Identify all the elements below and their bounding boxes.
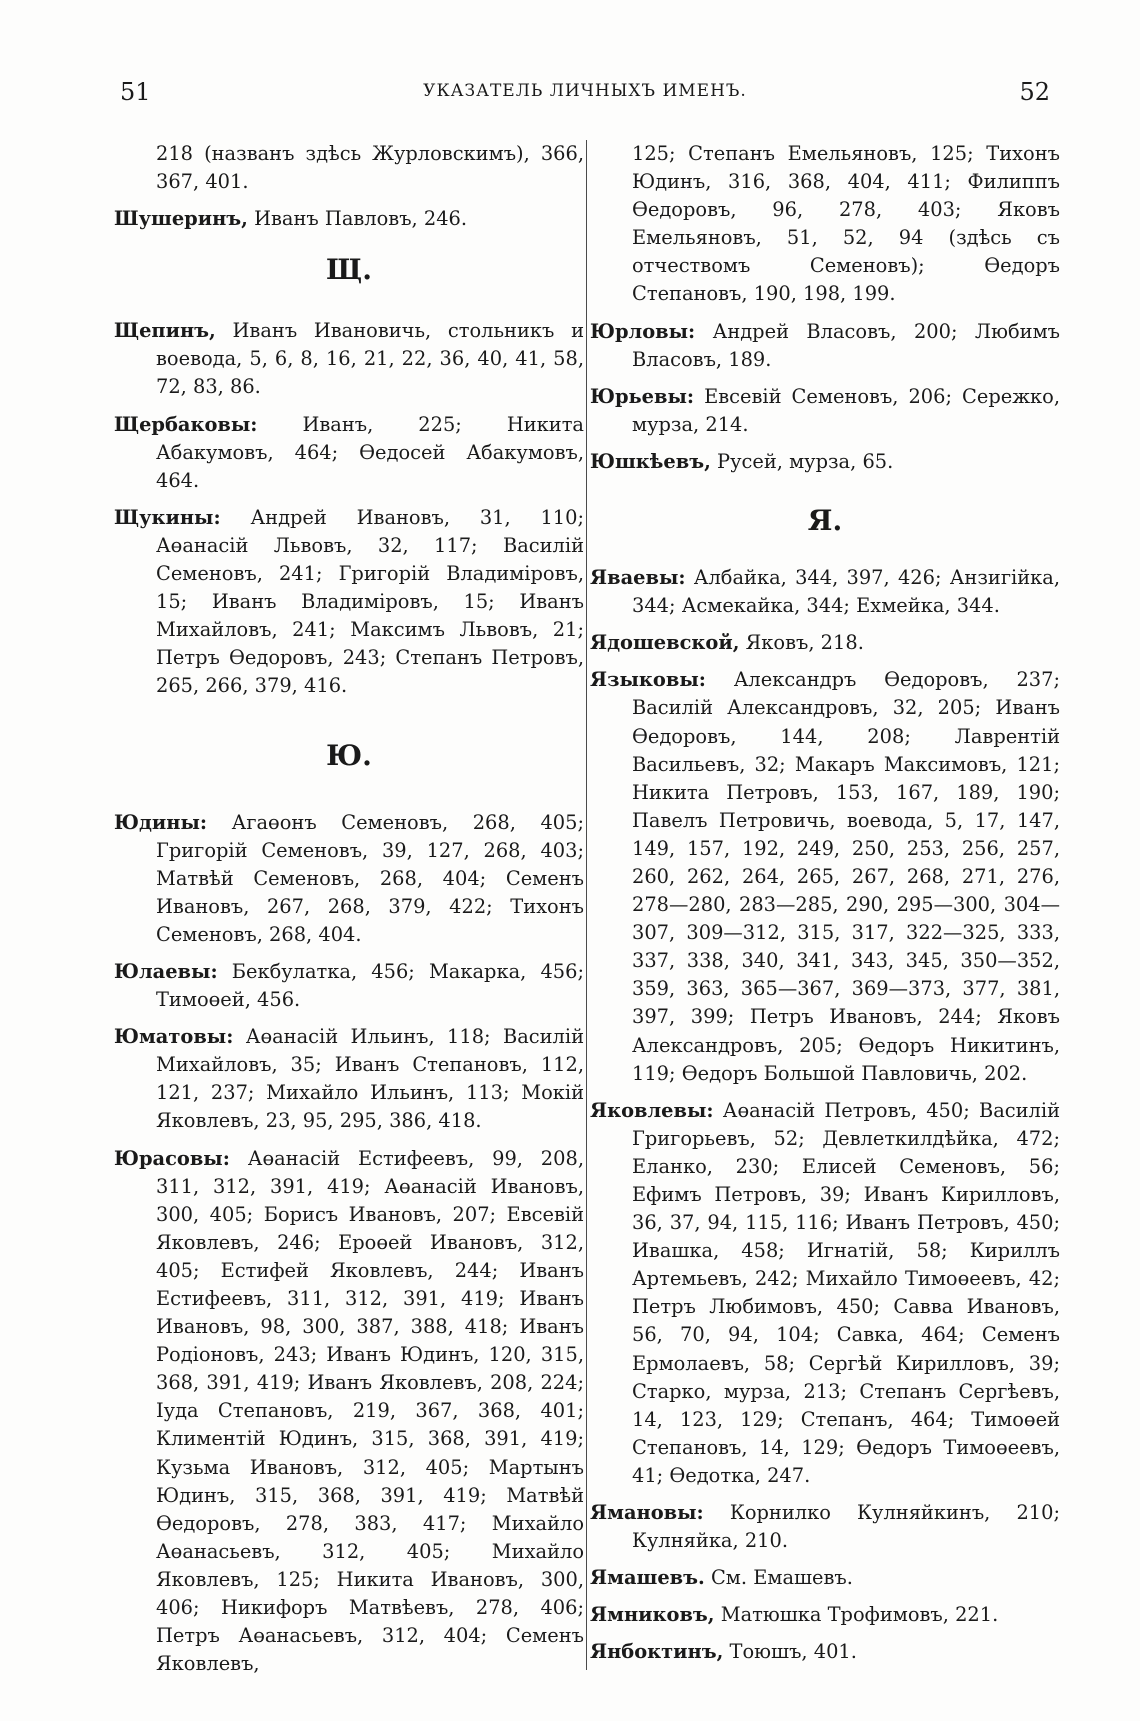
entry-body: Андрей Ивановъ, 31, 110; Аөанасій Львовъ, 32, 117; Василій Семеновъ, 241; Григорій Владиміровъ, 15; Иванъ Владиміровъ, 15; Иванъ Михайловъ, 241; Максимъ Львовъ, 21; Петръ Өедоровъ, 243; Степанъ Петровъ, 265, 266, 379, 416. <box>156 505 584 698</box>
index-entry-yurasovy <box>114 1145 584 1679</box>
entry-headword: Яваевы: <box>590 566 686 590</box>
entry-body: Андрей Власовъ, 200; Любимъ Власовъ, 189. <box>632 319 1060 371</box>
entry-body: Евсевій Семеновъ, 206; Сережко, мурза, 214. <box>632 384 1060 436</box>
index-entry-yadoshevskoy <box>590 629 1060 657</box>
entry-headword: Юматовы: <box>114 1025 234 1049</box>
index-entry-shchepin <box>114 317 584 401</box>
entry-body: Иванъ Ивановичь, стольникъ и воевода, 5, 6, 8, 16, 21, 22, 36, 40, 41, 58, 72, 83, 86. <box>156 319 584 399</box>
entry-headword: Янбоктинъ, <box>590 1640 724 1664</box>
letter-heading-ya: Я. <box>807 504 843 538</box>
entry-headword: Ямашевъ. <box>590 1566 705 1590</box>
entry-headword: Языковы: <box>590 668 706 692</box>
index-entry-yamnikov <box>590 1601 1060 1629</box>
index-entry-shusherin <box>114 205 584 233</box>
entry-body: Иванъ, 225; Никита Абакумовъ, 464; Өедосей Абакумовъ, 464. <box>156 412 584 492</box>
entry-headword: Юшкѣевъ, <box>590 449 711 473</box>
entry-headword: Щукины: <box>114 505 221 529</box>
entry-body: Аөанасій Естифеевъ, 99, 208, 311, 312, 391, 419; Аөанасій Ивановъ, 300, 405; Борисъ Ивановъ, 207; Евсевій Яковлевъ, 246; Ероөей Ивановъ, 312, 405; Естифей Яковлевъ, 244; Иванъ Естифеевъ, 311, 312, 391, 419; Иванъ Ивановъ, 98, 300, 387, 388, 418; Иванъ Родіоновъ, 243; Иванъ Юдинъ, 120, 315, 368, 391, 419; Иванъ Яковлевъ, 208, 224; Іуда Степановъ, 219, 367, 368, 401; Климентій Юдинъ, 315, 368, 391, 419; Кузьма Ивановъ, 312, 405; Мартынъ Юдинъ, 315, 368, 391, 419; Матвѣй Өедоровъ, 278, 383, 417; Михайло Аөанасьевъ, 312, 405; Михайло Яковлевъ, 125; Никита Ивановъ, 300, 406; Никифоръ Матвѣевъ, 278, 406; Петръ Аөанасьевъ, 312, 404; Семенъ Яковлевъ, <box>156 1146 584 1676</box>
entry-headword: Ядошевской, <box>590 631 740 655</box>
entry-body: См. Емашевъ. <box>704 1566 853 1590</box>
page-number-left: 51 <box>120 78 151 106</box>
entry-body: Аөанасій Петровъ, 450; Василій Григорьевъ, 52; Девлеткилдѣйка, 472; Еланко, 230; Елисей Семеновъ, 56; Ефимъ Петровъ, 39; Иванъ Кирилловъ, 36, 37, 94, 115, 116; Иванъ Петровъ, 450; Ивашка, 458; Игнатій, 58; Кириллъ Артемьевъ, 242; Михайло Тимоөеевъ, 42; Петръ Любимовъ, 450; Савва Ивановъ, 56, 70, 94, 104; Савка, 464; Семенъ Ермолаевъ, 58; Сергѣй Кирилловъ, 39; Старко, мурза, 213; Степанъ Сергѣевъ, 14, 123, 129; Степанъ, 464; Тимоөей Степановъ, 14, 129; Өедоръ Тимоөеевъ, 41; Өедотка, 247. <box>632 1098 1060 1487</box>
entry-body: Александръ Өедоровъ, 237; Василій Александровъ, 32, 205; Иванъ Өедоровъ, 144, 208; Лаврентій Васильевъ, 32; Макаръ Максимовъ, 121; Никита Петровъ, 153, 167, 189, 190; Павелъ Петровичь, воевода, 5, 17, 147, 149, 157, 192, 249, 250, 253, 256, 257, 260, 262, 264, 265, 267, 268, 271, 276, 278—280, 283—285, 290, 295—300, 304—307, 309—312, 315, 317, 322—325, 333, 337, 338, 340, 341, 343, 345, 350—352, 359, 363, 365—367, 369—373, 377, 381, 397, 399; Петръ Ивановъ, 244; Яковъ Александровъ, 205; Өедоръ Никитинъ, 119; Өедоръ Большой Павловичь, 202. <box>632 668 1060 1085</box>
right-column <box>590 140 1060 1676</box>
entry-body: Бекбулатка, 456; Макарка, 456; Тимоөей, 456. <box>156 959 584 1012</box>
index-entry-shchukiny <box>114 504 584 701</box>
index-entry-yamanovy <box>590 1499 1060 1555</box>
page-number-right: 52 <box>1019 78 1050 106</box>
entry-headword: Щепинъ, <box>114 319 216 343</box>
entry-body: Яковъ, 218. <box>739 631 864 655</box>
entry-body: Матюшка Трофимовъ, 221. <box>714 1603 999 1627</box>
index-entry-yushkeev <box>590 448 1060 476</box>
letter-heading-shch: Щ. <box>326 253 372 287</box>
entry-body: Иванъ Павловъ, 246. <box>247 207 468 231</box>
index-entry-yurevy <box>590 383 1060 439</box>
entry-headword: Юдины: <box>114 810 208 834</box>
index-entry-continued: 125; Степанъ Емельяновъ, 125; Тихонъ Юдинъ, 316, 368, 404, 411; Филиппъ Өедоровъ, 96, 278, 403; Яковъ Емельяновъ, 51, 52, 94 (здѣсь съ отчествомъ Семеновъ); Өедоръ Степановъ, 190, 198, 199. <box>632 142 1060 306</box>
index-entry-continued: 218 (названъ здѣсь Журловскимъ), 366, 367, 401. <box>156 142 584 194</box>
entry-body: Албайка, 344, 397, 426; Анзигійка, 344; Асмекайка, 344; Ехмейка, 344. <box>632 566 1060 618</box>
entry-headword: Юрловы: <box>590 319 696 343</box>
entry-headword: Яковлевы: <box>590 1098 714 1122</box>
entry-headword: Юрасовы: <box>114 1146 230 1170</box>
index-entry-yamashev <box>590 1564 1060 1592</box>
entry-body: Русей, мурза, 65. <box>710 449 894 473</box>
entry-body: Тоюшъ, 401. <box>723 1640 857 1664</box>
page-header <box>120 78 1050 108</box>
index-entry-yanboktin <box>590 1638 1060 1666</box>
index-entry-yumatovy <box>114 1023 584 1135</box>
entry-body: Корнилко Кулняйкинъ, 210; Кулняйка, 210. <box>632 1501 1060 1553</box>
entry-body: Агаөонъ Семеновъ, 268, 405; Григорій Семеновъ, 39, 127, 268, 403; Матвѣй Семеновъ, 268, 404; Семенъ Ивановъ, 267, 268, 379, 422; Тихонъ Семеновъ, 268, 404. <box>156 810 584 946</box>
entry-headword: Ямановы: <box>590 1501 704 1525</box>
letter-heading-yu: Ю. <box>326 738 372 772</box>
index-entry-yulaevy <box>114 958 584 1014</box>
entry-headword: Шушеринъ, <box>114 207 248 231</box>
entry-headword: Ямниковъ, <box>590 1603 715 1627</box>
index-entry-yurlovy <box>590 318 1060 374</box>
entry-headword: Юлаевы: <box>114 959 218 983</box>
index-entry-yavaevy <box>590 564 1060 620</box>
column-divider <box>586 140 587 1670</box>
left-column <box>114 140 584 1687</box>
entry-body: Аөанасій Ильинъ, 118; Василій Михайловъ, 35; Иванъ Степановъ, 112, 121, 237; Михайло Ильинъ, 113; Мокій Яковлевъ, 23, 95, 295, 386, 418. <box>156 1025 584 1133</box>
index-entry-yakovlevy <box>590 1097 1060 1490</box>
index-entry-yudiny <box>114 809 584 949</box>
entry-headword: Щербаковы: <box>114 412 258 436</box>
index-entry-yazykovy <box>590 666 1060 1087</box>
index-entry-shcherbakovy <box>114 411 584 495</box>
running-title: УКАЗАТЕЛЬ ЛИЧНЫХЪ ИМЕНЪ. <box>423 81 747 101</box>
entry-headword: Юрьевы: <box>590 384 695 408</box>
